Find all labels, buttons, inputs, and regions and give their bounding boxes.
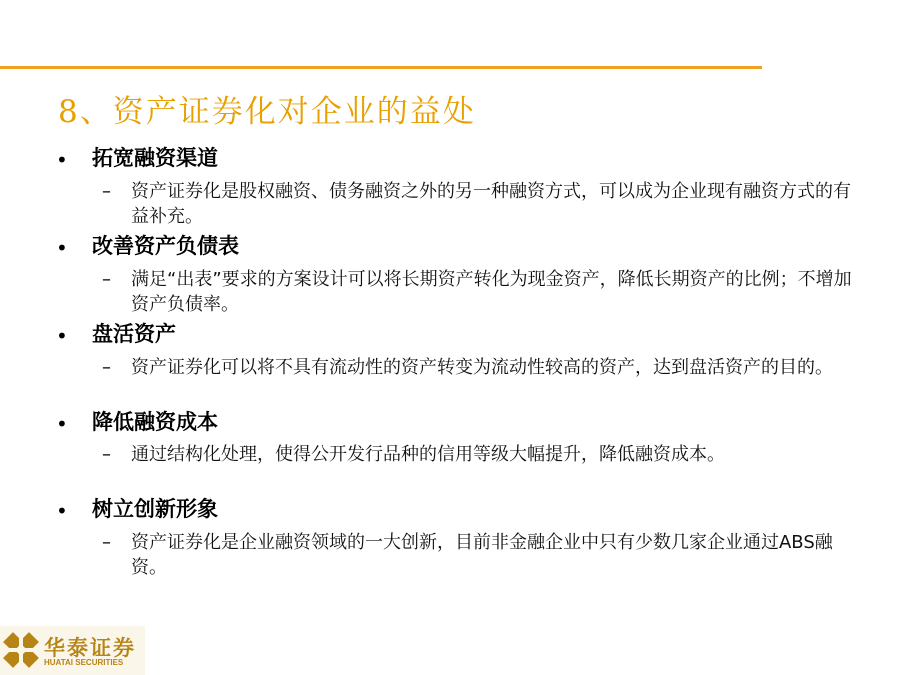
bullet-heading: 改善资产负债表 xyxy=(92,234,239,258)
dash-icon: – xyxy=(102,181,111,202)
bullet-icon: • xyxy=(56,324,68,348)
bullet-icon: • xyxy=(56,148,68,172)
bullet-detail: 资产证券化是企业融资领域的一大创新，目前非金融企业中只有少数几家企业通过ABS融资。 xyxy=(131,532,833,578)
bullet-icon: • xyxy=(56,499,68,523)
bullet-icon: • xyxy=(56,236,68,260)
bullet-heading: 树立创新形象 xyxy=(92,497,218,521)
dash-icon: – xyxy=(102,269,111,290)
bullet-heading: 盘活资产 xyxy=(92,322,176,346)
bullet-detail: 资产证券化可以将不具有流动性的资产转变为流动性较高的资产，达到盘活资产的目的。 xyxy=(131,357,833,378)
bullet-heading: 拓宽融资渠道 xyxy=(92,146,218,170)
dash-icon: – xyxy=(102,532,111,553)
logo-name-cn: 华泰证券 xyxy=(44,636,136,660)
dash-icon: – xyxy=(102,444,111,465)
slide-title: 8、资产证券化对企业的益处 xyxy=(58,94,476,130)
bullet-icon: • xyxy=(56,412,68,436)
bullet-detail: 通过结构化处理，使得公开发行品种的信用等级大幅提升，降低融资成本。 xyxy=(131,444,725,465)
bullet-detail: 资产证券化是股权融资、债务融资之外的另一种融资方式，可以成为企业现有融资方式的有益补充。 xyxy=(131,181,851,227)
logo-name-en: HUATAI SECURITIES xyxy=(44,658,124,667)
dash-icon: – xyxy=(102,357,111,378)
bullet-detail: 满足“出表”要求的方案设计可以将长期资产转化为现金资产，降低长期资产的比例；不增加资产负债率。 xyxy=(131,269,852,315)
bullet-heading: 降低融资成本 xyxy=(92,410,218,434)
